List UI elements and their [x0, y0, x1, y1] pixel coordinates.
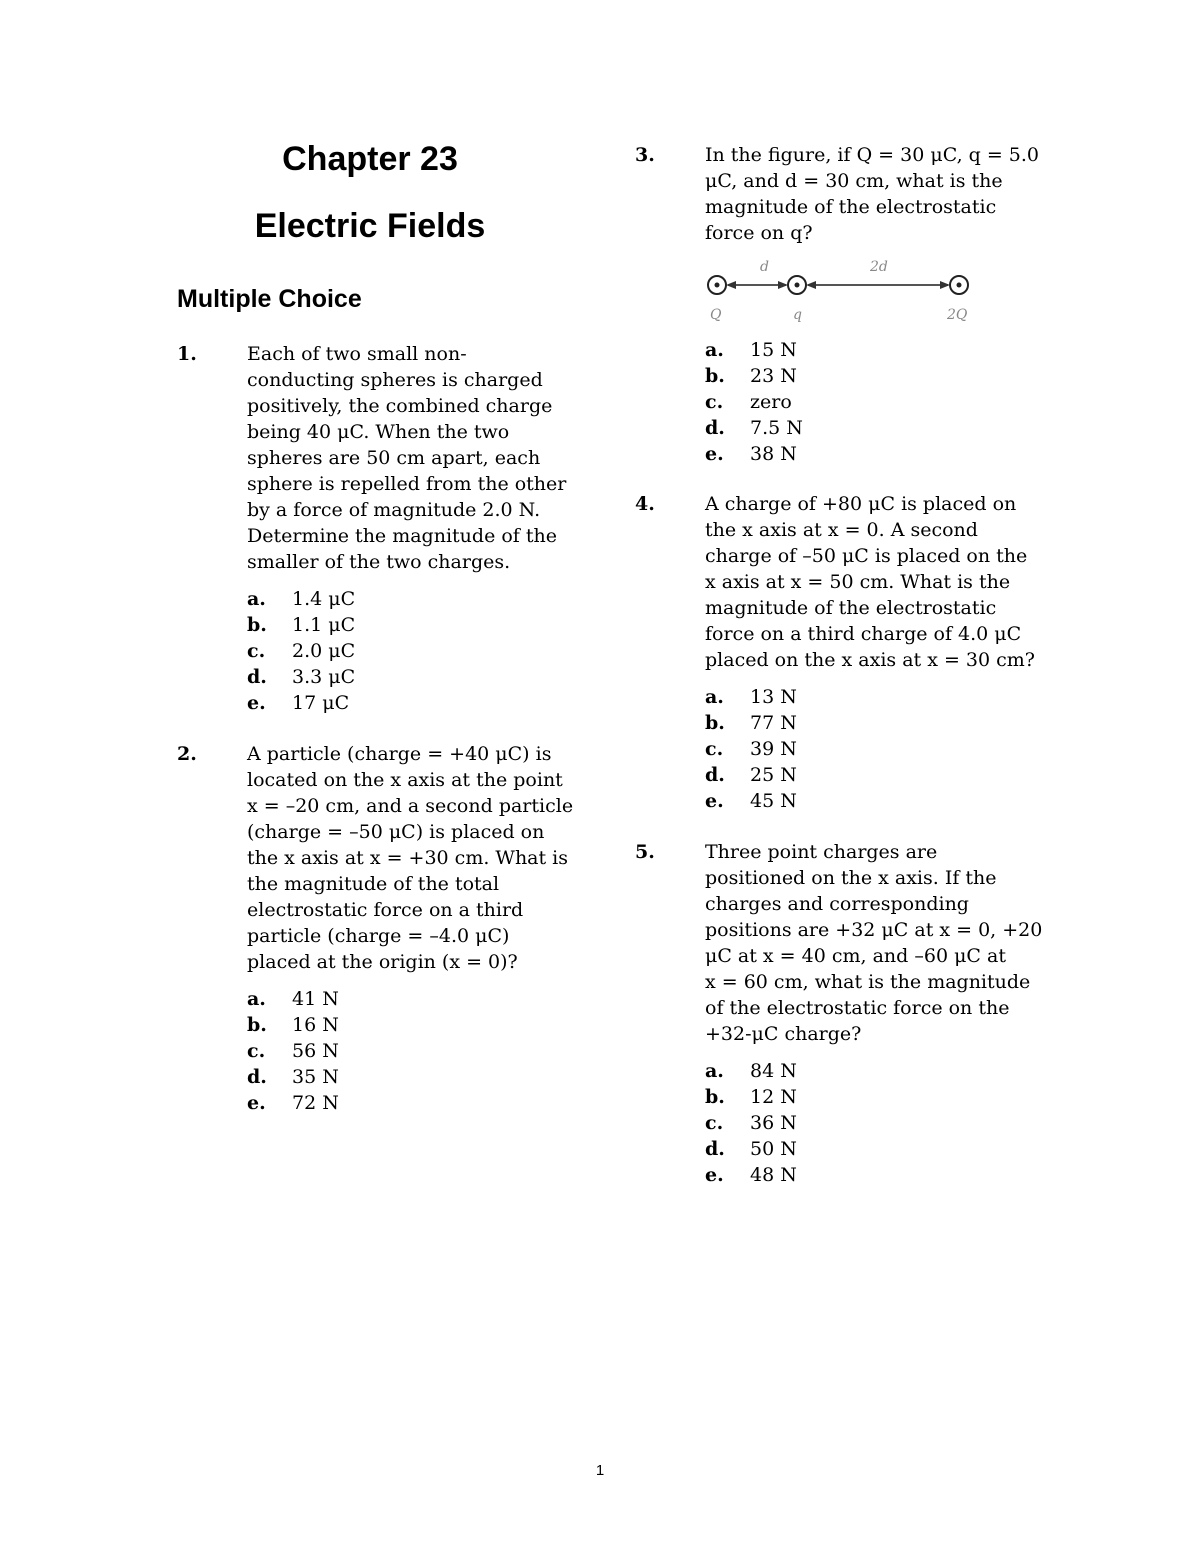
- answer-option[interactable]: a. 41 N: [247, 988, 339, 1010]
- answer-option[interactable]: c. 2.0 μC: [247, 640, 356, 662]
- answer-option[interactable]: e. 38 N: [705, 443, 797, 465]
- answer-option[interactable]: d. 3.3 μC: [247, 666, 356, 688]
- question-number: 4.: [635, 493, 655, 515]
- answer-option[interactable]: d. 35 N: [247, 1066, 339, 1088]
- figure-label-2d: 2d: [870, 259, 888, 275]
- answer-option[interactable]: b. 77 N: [705, 712, 797, 734]
- answer-option[interactable]: a. 84 N: [705, 1060, 797, 1082]
- answer-option[interactable]: d. 25 N: [705, 764, 797, 786]
- question-text: A particle (charge = +40 μC) is located on the x axis at the point x = –20 cm, and a second particle (charge = –50 μC) is placed on the x axis at x = +30 cm. What is the magnitude of the total electrostatic force on a third particle (charge = –4.0 μC) placed at the origin (x = 0)?: [247, 743, 574, 973]
- question-text: In the figure, if Q = 30 μC, q = 5.0 μC, and d = 30 cm, what is the magnitude of the electrostatic force on q?: [705, 144, 1040, 244]
- question-number: 3.: [635, 144, 655, 166]
- question-text: A charge of +80 μC is placed on the x axis at x = 0. A second charge of –50 μC is placed on the x axis at x = 50 cm. What is the magnitude of the electrostatic force on a third charge of 4.0 μC placed on the x axis at x = 30 cm?: [705, 493, 1035, 671]
- answer-option[interactable]: b. 23 N: [705, 365, 797, 387]
- answer-option[interactable]: c. 56 N: [247, 1040, 339, 1062]
- answer-option[interactable]: e. 45 N: [705, 790, 797, 812]
- answer-list: [247, 586, 447, 716]
- answer-option[interactable]: a. 13 N: [705, 686, 797, 708]
- answer-list: [247, 986, 447, 1116]
- answer-option[interactable]: d. 50 N: [705, 1138, 797, 1160]
- figure-label-Q: Q: [710, 307, 722, 323]
- arrowhead-left-icon: [726, 281, 736, 289]
- answer-list: [705, 337, 905, 467]
- answer-option[interactable]: b. 16 N: [247, 1014, 339, 1036]
- answer-option[interactable]: b. 1.1 μC: [247, 614, 356, 636]
- figure-label-d: d: [760, 259, 769, 275]
- charges-figure: [700, 255, 990, 325]
- section-heading: Multiple Choice: [177, 285, 362, 313]
- arrowhead-right-icon: [778, 281, 788, 289]
- charge-2Q-dot: [957, 283, 962, 288]
- question-text: Three point charges are positioned on the x axis. If the charges and corresponding positions are +32 μC at x = 0, +20 μC at x = 40 cm, and –60 μC at x = 60 cm, what is the magnitude of the electrostatic force on the +32-μC charge?: [705, 841, 1043, 1045]
- answer-option[interactable]: c. zero: [705, 391, 792, 413]
- answer-option[interactable]: a. 15 N: [705, 339, 797, 361]
- arrowhead-right-icon: [940, 281, 950, 289]
- figure-label-2Q: 2Q: [947, 307, 968, 323]
- answer-list: [705, 684, 905, 814]
- charge-Q-dot: [715, 283, 720, 288]
- answer-option[interactable]: e. 48 N: [705, 1164, 797, 1186]
- chapter-subtitle: Electric Fields: [254, 207, 486, 245]
- question-number: 5.: [635, 841, 655, 863]
- figure-label-q: q: [793, 307, 802, 323]
- page-number: 1: [595, 1462, 605, 1479]
- answer-option[interactable]: d. 7.5 N: [705, 417, 803, 439]
- charge-q-dot: [795, 283, 800, 288]
- answer-list: [705, 1058, 905, 1188]
- answer-option[interactable]: e. 72 N: [247, 1092, 339, 1114]
- answer-option[interactable]: c. 39 N: [705, 738, 797, 760]
- chapter-title: Chapter 23: [282, 140, 458, 178]
- answer-option[interactable]: a. 1.4 μC: [247, 588, 356, 610]
- arrowhead-left-icon: [806, 281, 816, 289]
- answer-option[interactable]: c. 36 N: [705, 1112, 797, 1134]
- question-number: 2.: [177, 743, 197, 765]
- question-number: 1.: [177, 343, 197, 365]
- answer-option[interactable]: b. 12 N: [705, 1086, 797, 1108]
- answer-option[interactable]: e. 17 μC: [247, 692, 350, 714]
- question-text: Each of two small non- conducting spheres is charged positively, the combined charge being 40 μC. When the two spheres are 50 cm apart, each sphere is repelled from the other by a force of magnitude 2.0 N. Determine the magnitude of the smaller of the two charges.: [247, 343, 567, 573]
